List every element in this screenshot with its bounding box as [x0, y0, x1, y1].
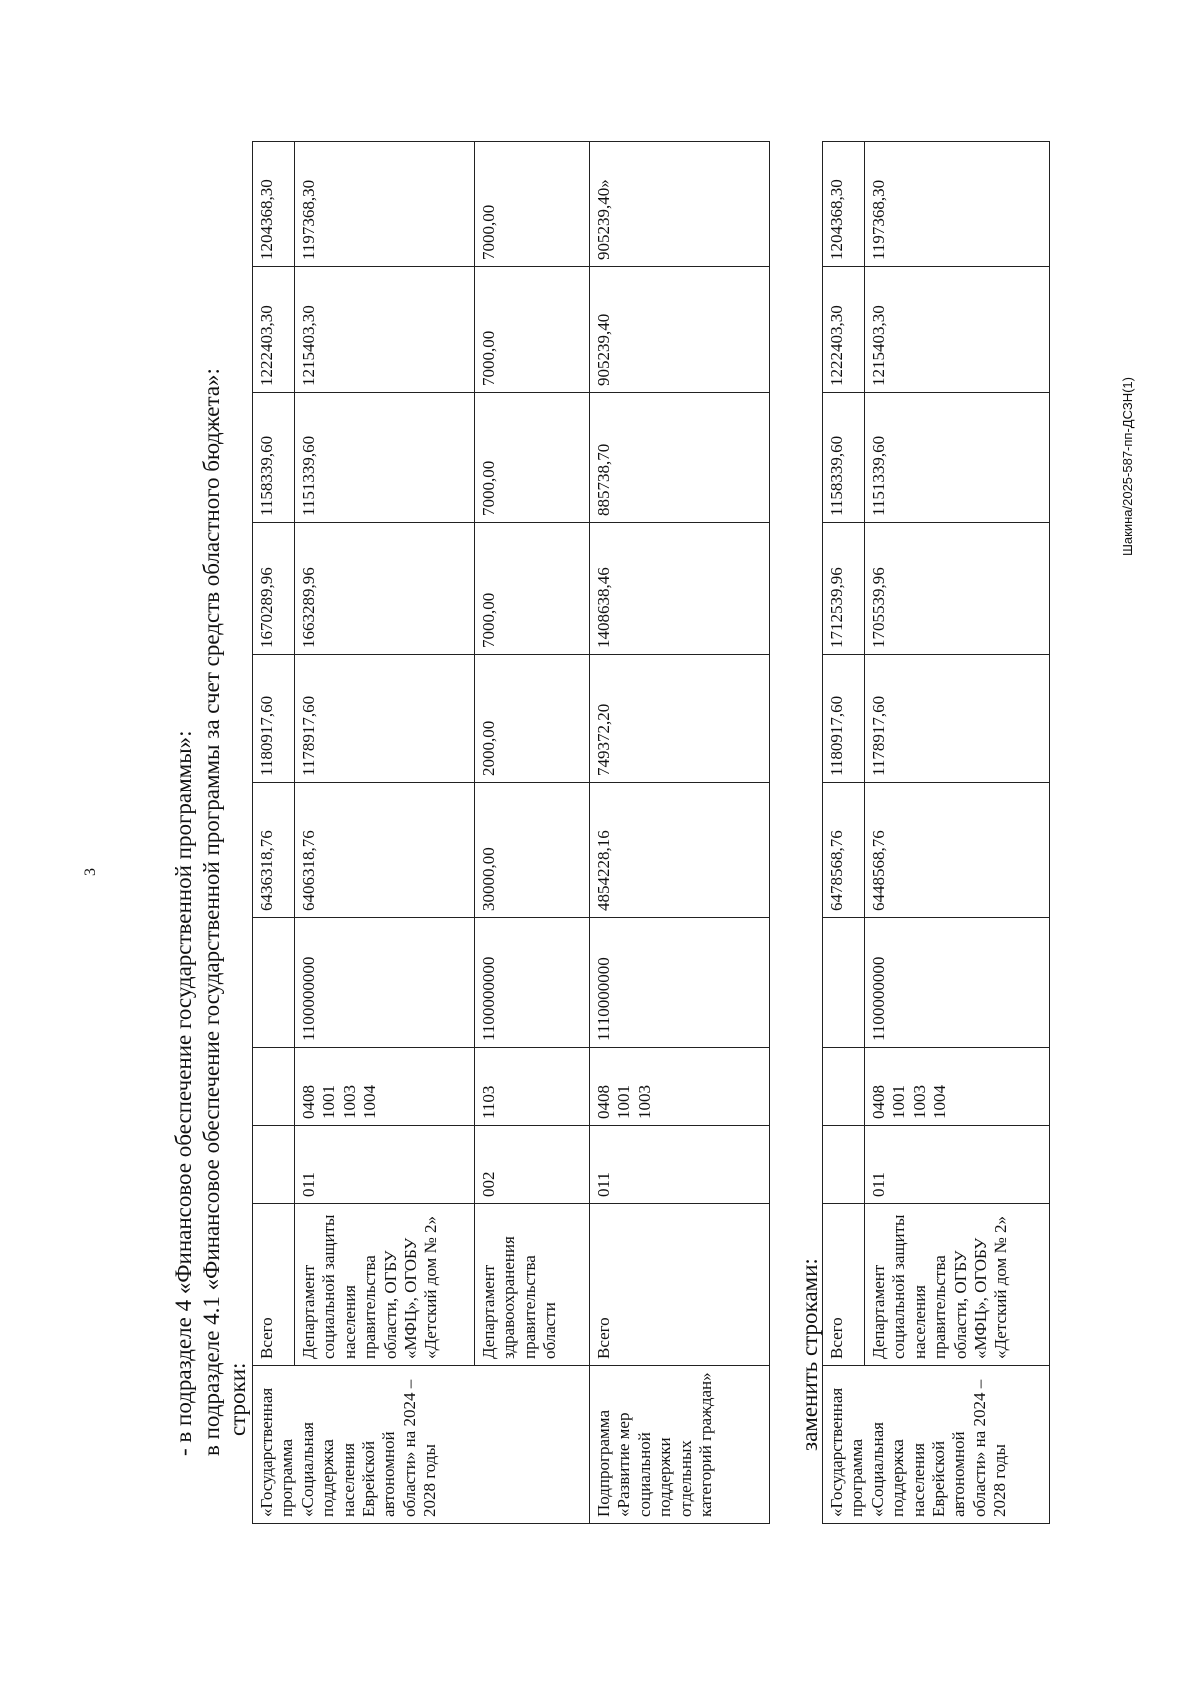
program-name-cell: «Государственная программа «Социальная поддержка населения Еврейской автономной области» на 2024 – 2028 годы	[823, 1366, 1050, 1524]
grbs-cell: 011	[865, 1126, 1050, 1204]
table-row	[295, 142, 475, 1524]
csr-cell: 1100000000	[295, 918, 475, 1048]
grbs-cell	[823, 1126, 865, 1204]
finance-table-old	[252, 141, 770, 1524]
year-2027-cell: 7000,00	[475, 267, 590, 393]
year-2025-cell: 1408638,46	[590, 523, 770, 655]
year-2026-cell: 1151339,60	[295, 393, 475, 523]
year-2026-cell: 1151339,60	[865, 393, 1050, 523]
rzpr-cell: 0408 1001 1003 1004	[865, 1048, 1050, 1126]
year-2026-cell: 7000,00	[475, 393, 590, 523]
total-cell: 6478568,76	[823, 783, 865, 918]
csr-cell	[253, 918, 295, 1048]
year-2025-cell: 1712539,96	[823, 523, 865, 655]
year-2025-cell: 1663289,96	[295, 523, 475, 655]
heading-replace-label: заменить строками:	[797, 1258, 822, 1451]
year-2027-cell: 1215403,30	[295, 267, 475, 393]
csr-cell: 1100000000	[475, 918, 590, 1048]
year-2027-cell: 905239,40	[590, 267, 770, 393]
rzpr-cell: 1103	[475, 1048, 590, 1126]
year-2028-cell: 1204368,30	[823, 142, 865, 267]
year-2026-cell: 1158339,60	[823, 393, 865, 523]
year-2025-cell: 1705539,96	[865, 523, 1050, 655]
table-row	[865, 142, 1050, 1524]
year-2024-cell: 1180917,60	[823, 655, 865, 783]
rzpr-cell	[253, 1048, 295, 1126]
grbs-cell: 011	[295, 1126, 475, 1204]
total-cell: 30000,00	[475, 783, 590, 918]
table-row	[253, 142, 295, 1524]
heading-subsection-4-1: в подразделе 4.1 «Финансовое обеспечение государственной программы за счет средств областного бюджета»:	[199, 368, 224, 1456]
page-number: 3	[82, 868, 99, 876]
year-2027-cell: 1215403,30	[865, 267, 1050, 393]
document-code: Шакина/2025-587-пп-ДСЗН(1)	[1120, 377, 1135, 556]
year-2024-cell: 1178917,60	[865, 655, 1050, 783]
year-2026-cell: 1158339,60	[253, 393, 295, 523]
executor-cell: Всего	[253, 1204, 295, 1366]
year-2028-cell: 905239,40»	[590, 142, 770, 267]
year-2028-cell: 7000,00	[475, 142, 590, 267]
executor-cell: Всего	[823, 1204, 865, 1366]
grbs-cell	[253, 1126, 295, 1204]
year-2028-cell: 1204368,30	[253, 142, 295, 267]
year-2027-cell: 1222403,30	[823, 267, 865, 393]
table-row	[475, 142, 590, 1524]
table-row	[823, 142, 865, 1524]
rzpr-cell: 0408 1001 1003	[590, 1048, 770, 1126]
year-2027-cell: 1222403,30	[253, 267, 295, 393]
executor-cell: Департамент социальной защиты населения правительства области, ОГБУ «МФЦ», ОГОБУ «Детский дом № 2»	[295, 1204, 475, 1366]
total-cell: 6448568,76	[865, 783, 1050, 918]
subprogram-name-cell: Подпрограмма «Развитие мер социальной поддержки отдельных категорий граждан»	[590, 1366, 770, 1524]
year-2024-cell: 1180917,60	[253, 655, 295, 783]
table-row	[590, 142, 770, 1524]
heading-subsection-4: - в подразделе 4 «Финансовое обеспечение государственной программы»:	[171, 730, 196, 1456]
finance-table-new	[822, 141, 1050, 1524]
heading-rows-label: строки:	[225, 1362, 250, 1436]
year-2028-cell: 1197368,30	[865, 142, 1050, 267]
executor-cell: Всего	[590, 1204, 770, 1366]
csr-cell	[823, 918, 865, 1048]
executor-cell: Департамент социальной защиты населения правительства области, ОГБУ «МФЦ», ОГОБУ «Детский дом № 2»	[865, 1204, 1050, 1366]
total-cell: 6406318,76	[295, 783, 475, 918]
csr-cell: 1100000000	[865, 918, 1050, 1048]
year-2024-cell: 2000,00	[475, 655, 590, 783]
total-cell: 4854228,16	[590, 783, 770, 918]
year-2025-cell: 7000,00	[475, 523, 590, 655]
executor-cell: Департамент здравоохранения правительства области	[475, 1204, 590, 1366]
rzpr-cell: 0408 1001 1003 1004	[295, 1048, 475, 1126]
total-cell: 6436318,76	[253, 783, 295, 918]
csr-cell: 1110000000	[590, 918, 770, 1048]
grbs-cell: 011	[590, 1126, 770, 1204]
year-2024-cell: 1178917,60	[295, 655, 475, 783]
year-2026-cell: 885738,70	[590, 393, 770, 523]
grbs-cell: 002	[475, 1126, 590, 1204]
year-2024-cell: 749372,20	[590, 655, 770, 783]
rzpr-cell	[823, 1048, 865, 1126]
year-2025-cell: 1670289,96	[253, 523, 295, 655]
year-2028-cell: 1197368,30	[295, 142, 475, 267]
program-name-cell: «Государственная программа «Социальная поддержка населения Еврейской автономной области» на 2024 – 2028 годы	[253, 1366, 590, 1524]
